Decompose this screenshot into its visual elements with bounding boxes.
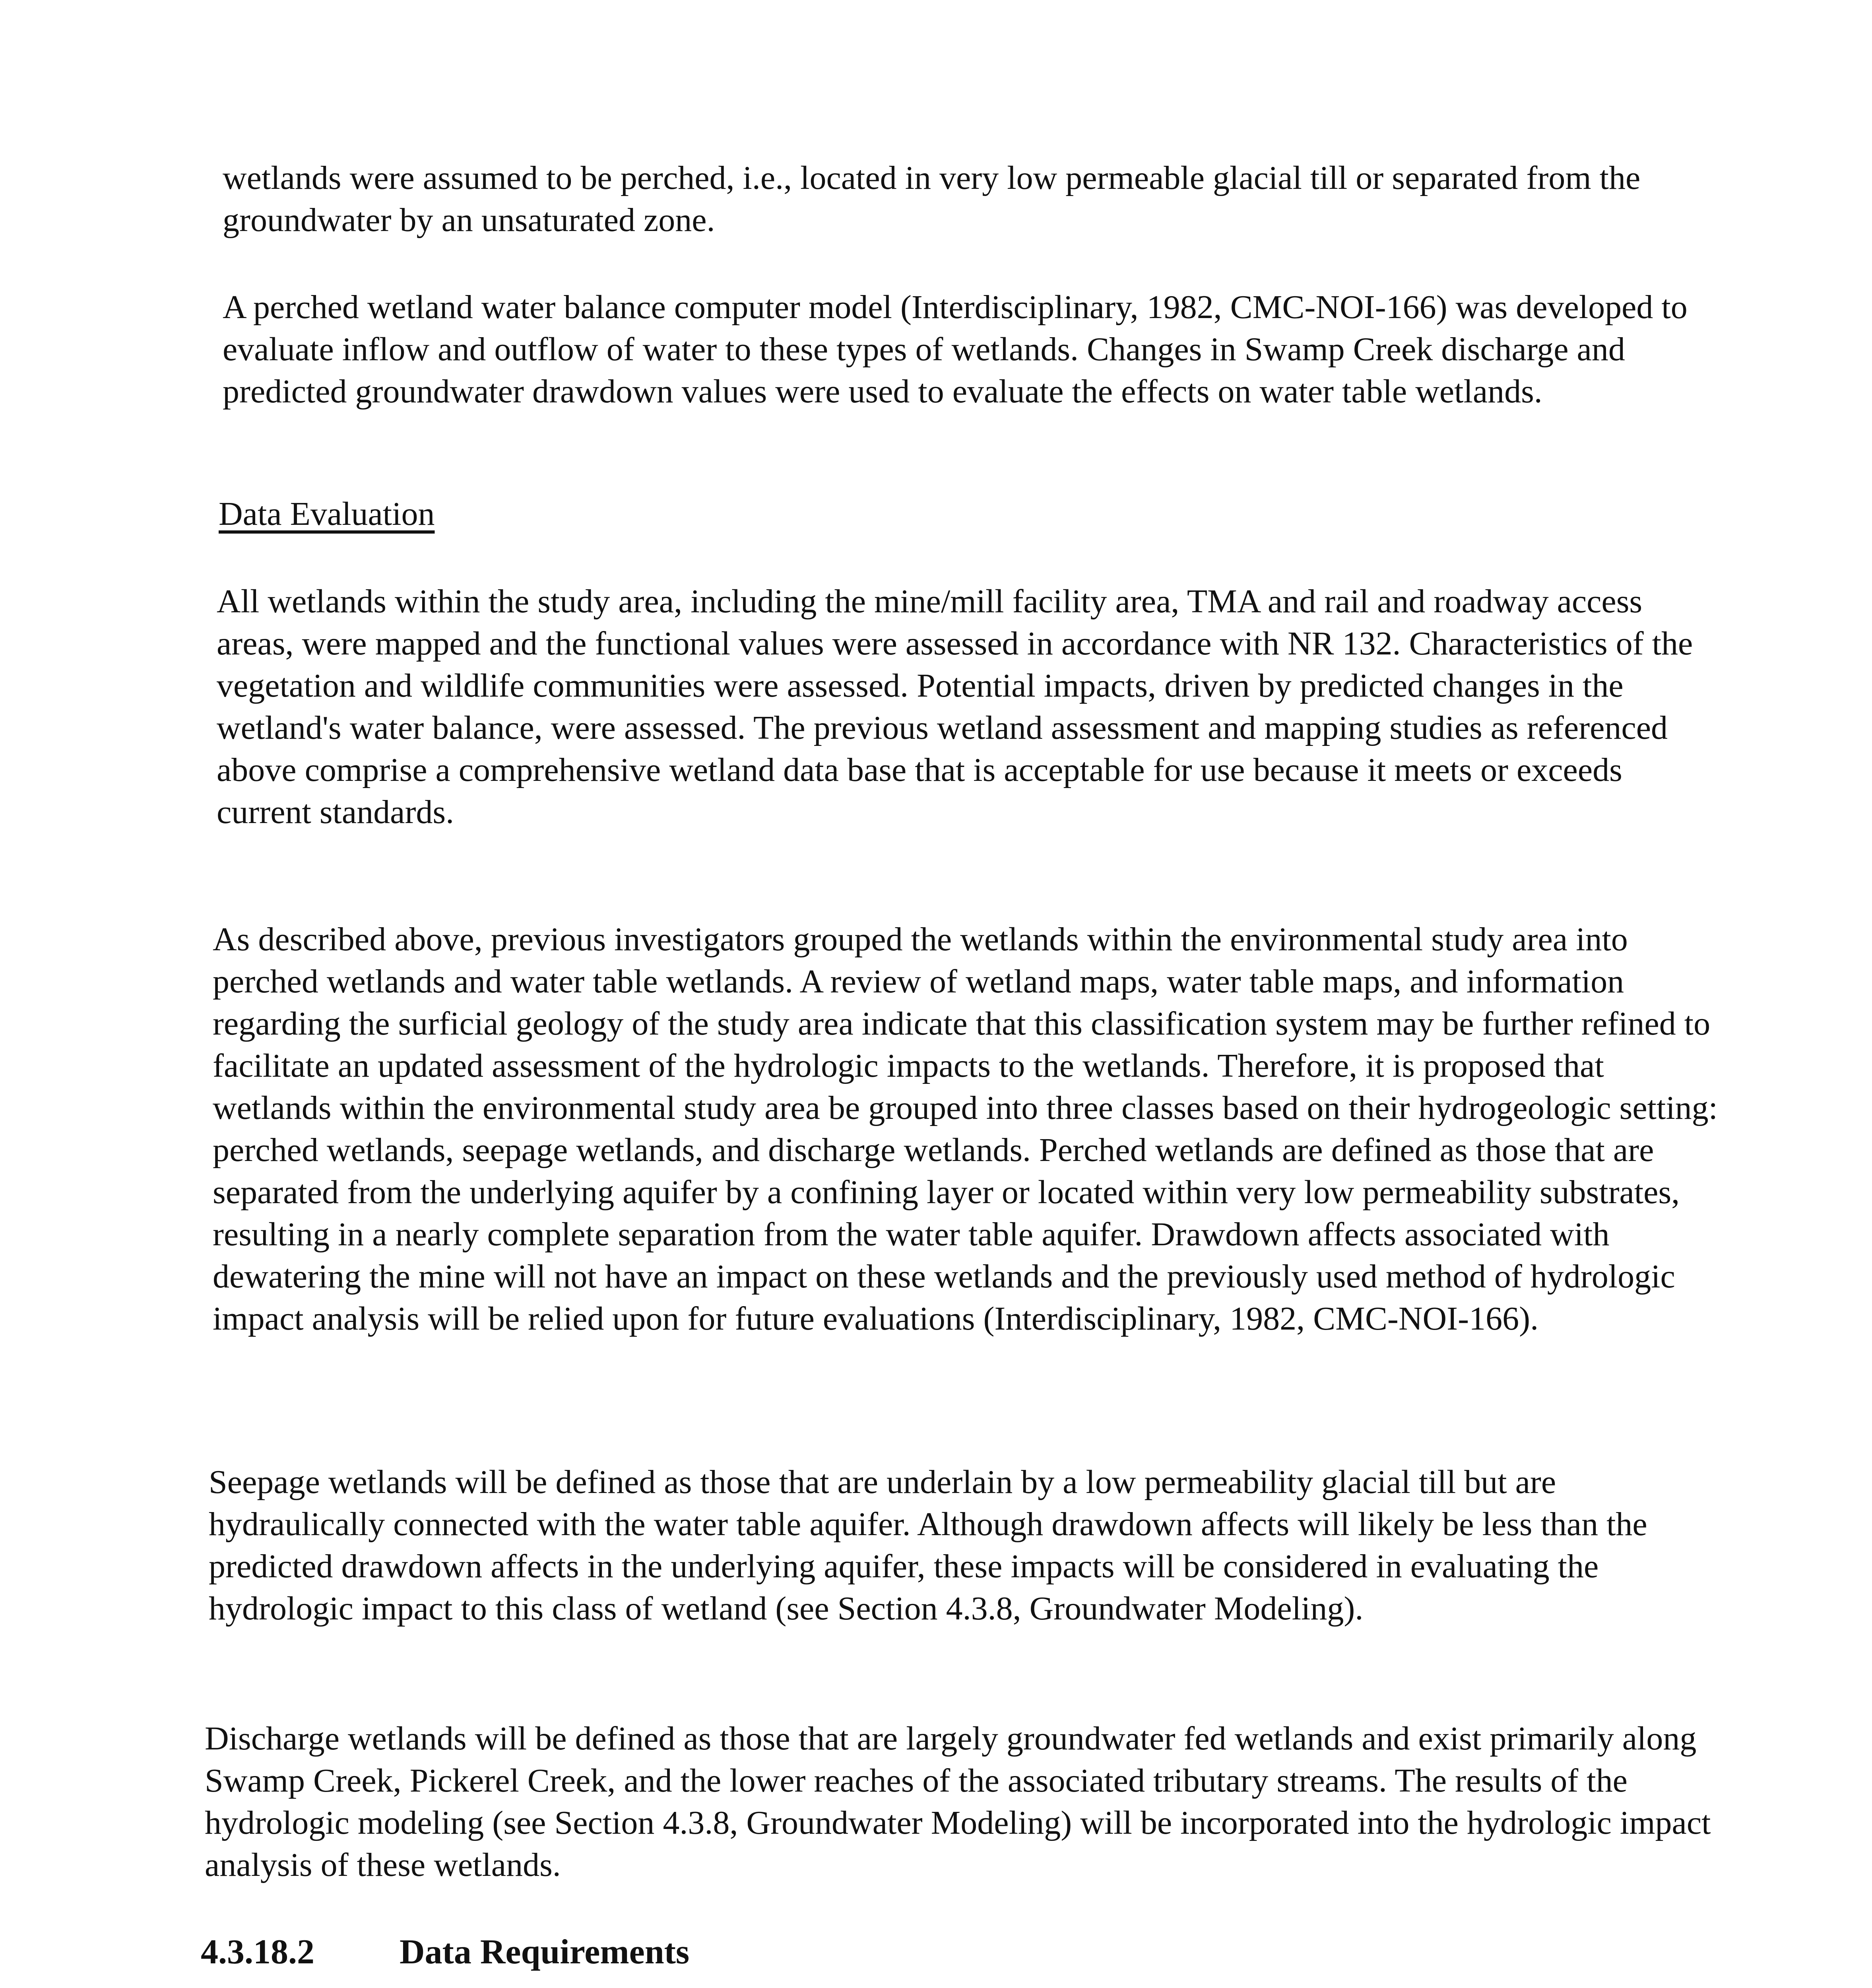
paragraph-intro: wetlands were assumed to be perched, i.e., located in very low permeable glacial till or separated from the groundwater by an unsaturated zone. bbox=[223, 159, 1641, 239]
paragraph-seepage-wetlands: Seepage wetlands will be defined as those that are underlain by a low permeability glacial till but are hydraulically connected with the water table aquifer. Although drawdown affects will likely be less than the predicted drawdown affects in the underlying aquifer, these impacts will be considered in evaluating the hydrologic impact to this class of wetland (see Section 4.3.8, Groundwater Modeling). bbox=[209, 1464, 1647, 1627]
paragraph-as-described: As described above, previous investigators grouped the wetlands within the environmental study area into perched wetlands and water table wetlands. A review of wetland maps, water table maps, and information regarding the surficial geology of the study area indicate that this classification system may be further refined to facilitate an updated assessment of the hydrologic impacts to the wetlands. Therefore, it is proposed that wetlands within the environmental study area be grouped into three classes based on their hydrogeologic setting: perched wetlands, seepage wetlands, and discharge wetlands. Perched wetlands are defined as those that are separated from the underlying aquifer by a confining layer or located within very low permeability substrates, resulting in a nearly complete separation from the water table aquifer. Drawdown affects associated with dewatering the mine will not have an impact on these wetlands and the previously used method of hydrologic impact analysis will be relied upon for future evaluations (Interdisciplinary, 1982, CMC-NOI-166). bbox=[213, 921, 1718, 1337]
paragraph-discharge-wetlands: Discharge wetlands will be defined as those that are largely groundwater fed wetlands and exist primarily along Swamp Creek, Pickerel Creek, and the lower reaches of the associated tributary streams. The results of the hydrologic modeling (see Section 4.3.8, Groundwater Modeling) will be incorporated into the hydrologic impact analysis of these wetlands. bbox=[205, 1720, 1711, 1883]
section-number: 4.3.18.2 bbox=[201, 1933, 314, 1971]
paragraph-all-wetlands: All wetlands within the study area, including the mine/mill facility area, TMA and rail and roadway access areas, were mapped and the functional values were assessed in accordance with NR 132. Characteristics of the vegetation and wildlife communities were assessed. Potential impacts, driven by predicted changes in the wetland's water balance, were assessed. The previous wetland assessment and mapping studies as referenced above comprise a comprehensive wetland data base that is acceptable for use because it meets or exceeds current standards. bbox=[217, 583, 1693, 831]
section-title: Data Requirements bbox=[400, 1933, 690, 1971]
section-heading bbox=[201, 1930, 689, 1974]
data-evaluation-heading: Data Evaluation bbox=[219, 495, 435, 532]
paragraph-water-balance-model: A perched wetland water balance computer model (Interdisciplinary, 1982, CMC-NOI-166) was developed to evaluate inflow and outflow of water to these types of wetlands. Changes in Swamp Creek discharge and predicted groundwater drawdown values were used to evaluate the effects on water table wetlands. bbox=[223, 289, 1688, 410]
